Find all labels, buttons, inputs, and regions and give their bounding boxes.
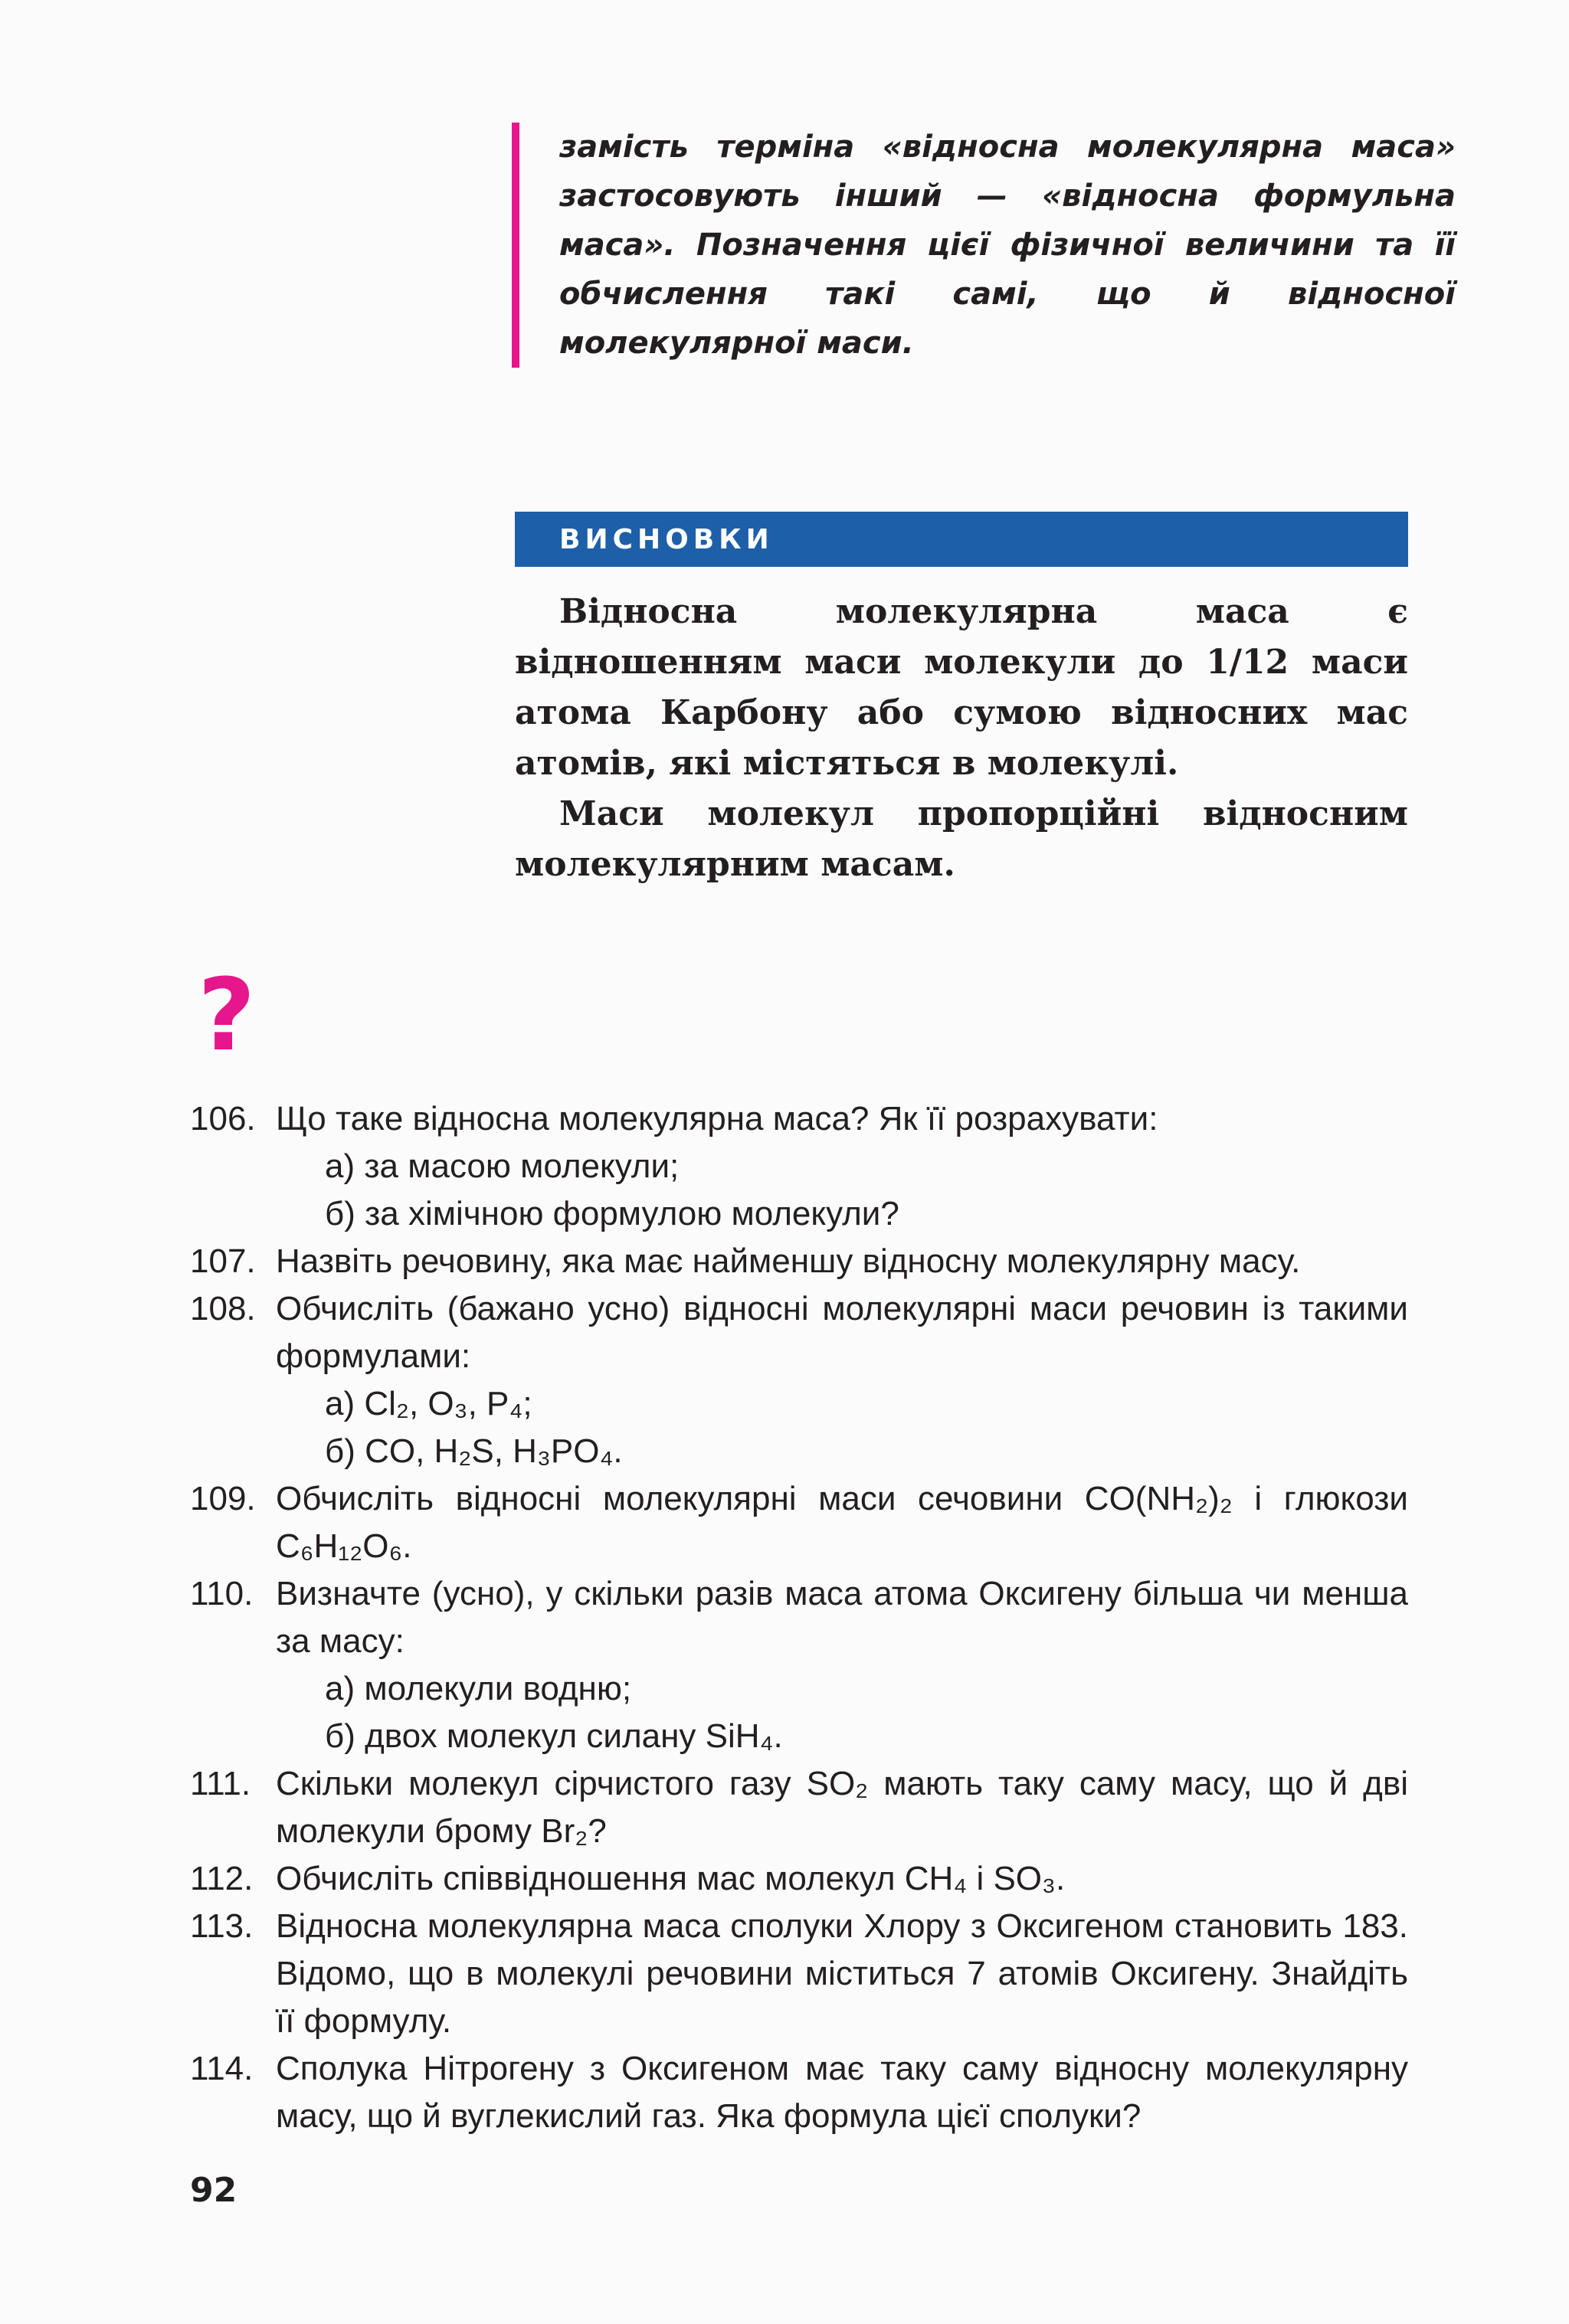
question-item	[190, 1095, 1408, 1143]
question-option: а) Cl₂, O₃, P₄;	[325, 1385, 532, 1422]
question-number: 112.	[190, 1860, 254, 1897]
question-text: Відносна молекулярна маса сполуки Хлору з Оксигеном становить 183. Відомо, що в молекулі речовини міститься 7 атомів Оксигену. Знайдіть її формулу.	[276, 1907, 1408, 2040]
question-text: Обчисліть (бажано усно) відносні молекулярні маси речовин із такими формулами:	[276, 1290, 1408, 1375]
question-number: 110.	[190, 1575, 254, 1612]
question-number: 113.	[190, 1907, 254, 1945]
question-item	[190, 1760, 1408, 1855]
question-item	[190, 1855, 1408, 1903]
page-number: 92	[190, 2171, 237, 2210]
question-item	[190, 1238, 1408, 1285]
questions-list	[190, 1095, 1408, 2140]
conclusion-paragraph-2: Маси молекул пропорційні відносним молекулярним масам.	[515, 794, 1408, 884]
conclusion-paragraph-1: Відносна молекулярна маса є відношенням маси молекули до 1/12 маси атома Карбону або сумою відносних мас атомів, які містяться в молекулі.	[515, 592, 1408, 783]
question-option: а) молекули водню;	[325, 1670, 632, 1707]
question-number: 114.	[190, 2050, 254, 2087]
question-text: Що таке відносна молекулярна маса? Як її розрахувати:	[276, 1100, 1158, 1137]
question-number: 107.	[190, 1242, 256, 1280]
question-number: 108.	[190, 1290, 256, 1327]
question-item	[190, 1285, 1408, 1380]
question-item	[190, 1903, 1408, 2045]
conclusions-block	[515, 587, 1408, 890]
question-option: б) двох молекул силану SiH₄.	[325, 1717, 783, 1755]
conclusions-banner	[515, 512, 1408, 567]
question-text: Визначте (усно), у скільки разів маса атома Оксигену більша чи менша за масу:	[276, 1575, 1408, 1660]
question-item	[190, 1475, 1408, 1570]
note-text: замість терміна «відносна молекулярна маса» застосовують інший — «відносна формульна маса». Позначення цієї фізичної величини та її обчислення такі самі, що й відносної молекулярної маси.	[559, 129, 1456, 361]
question-text: Скільки молекул сірчистого газу SO₂ мають таку саму масу, що й дві молекули брому Br₂?	[276, 1765, 1408, 1850]
question-number: 109.	[190, 1480, 256, 1517]
question-text: Обчисліть співвідношення мас молекул CH₄ і SO₃.	[276, 1860, 1066, 1897]
question-text: Обчисліть відносні молекулярні маси сечовини CO(NH₂)₂ і глюкози C₆H₁₂O₆.	[276, 1480, 1408, 1565]
question-mark-icon: ?	[198, 957, 256, 1073]
question-text: Сполука Нітрогену з Оксигеном має таку саму відносну молекулярну масу, що й вуглекислий газ. Яка формула цієї сполуки?	[276, 2050, 1408, 2135]
question-option: а) за масою молекули;	[325, 1147, 680, 1185]
question-item	[190, 1570, 1408, 1665]
question-item	[190, 2045, 1408, 2140]
question-number: 106.	[190, 1100, 256, 1137]
question-text: Назвіть речовину, яка має найменшу відносну молекулярну масу.	[276, 1242, 1301, 1280]
question-number: 111.	[190, 1765, 251, 1802]
note-block	[512, 123, 1456, 368]
question-option: б) CO, H₂S, H₃PO₄.	[325, 1432, 623, 1470]
question-option: б) за хімічною формулою молекули?	[325, 1195, 899, 1232]
conclusions-title: ВИСНОВКИ	[559, 523, 774, 555]
